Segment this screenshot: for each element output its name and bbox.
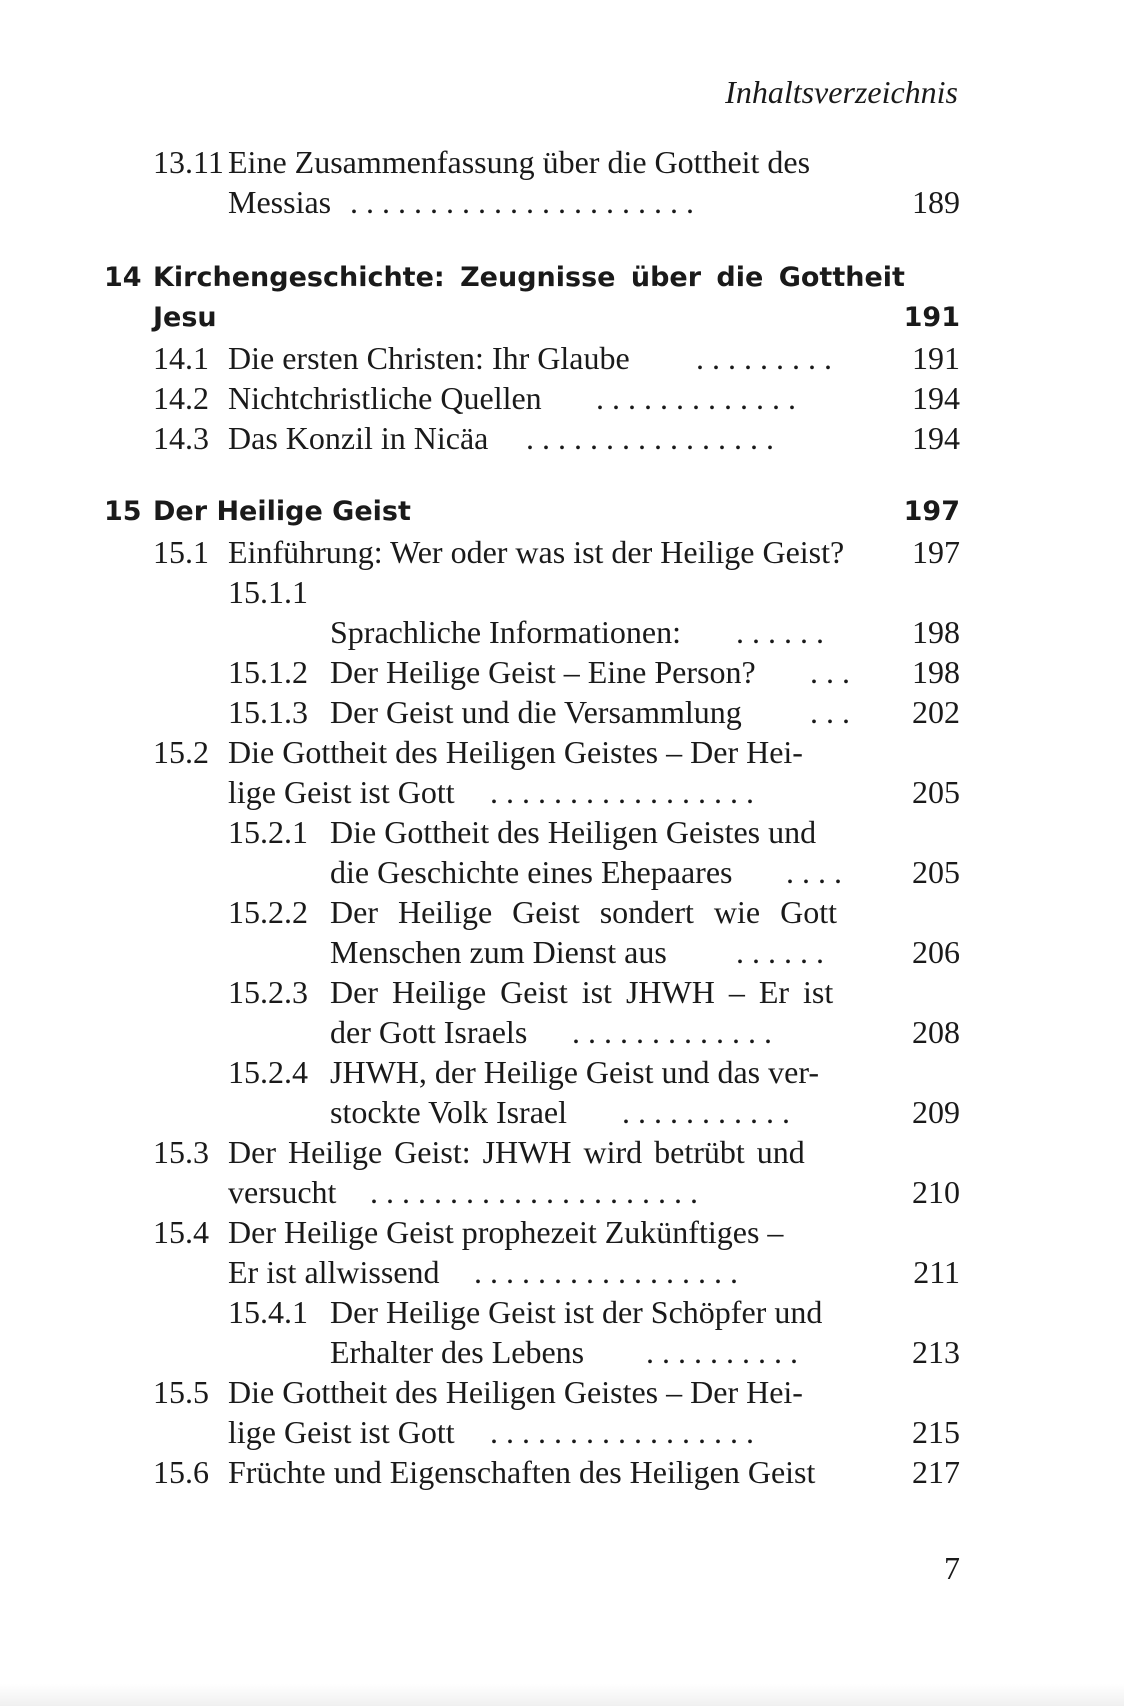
toc-page-15-2: 205 [912,774,960,810]
dot-leader: . . . . . . . . . . . . . . . . . . . . . [370,1174,698,1210]
dot-leader: . . . . . . . . . . . . . . . . . [474,1254,738,1290]
dot-leader: . . . . [786,854,842,890]
toc-title-15-2-4[interactable]: JHWH, der Heilige Geist und das ver- [330,1054,819,1090]
running-header: Inhaltsverzeichnis [725,74,958,110]
toc-page-15-1-1: 198 [912,614,960,650]
toc-title-15-2-4-cont[interactable]: stockte Volk Israel [330,1094,567,1130]
toc-page-15-1: 197 [912,534,960,570]
toc-page-15-6: 217 [912,1454,960,1490]
chapter-page-14: 191 [903,302,960,333]
dot-leader: . . . . . . . . . . . . . . . . . . . . . . [350,184,694,220]
dot-leader: . . . . . . . . . . . . . . . . [526,420,774,456]
toc-title-15-4-1[interactable]: Der Heilige Geist ist der Schöpfer und [330,1294,823,1330]
toc-page-15-3: 210 [912,1174,960,1210]
toc-title-15-4-1-cont[interactable]: Erhalter des Lebens [330,1334,585,1370]
toc-title-13-11[interactable]: Eine Zusammenfassung über die Gottheit des [228,144,811,180]
toc-page-15-1-3: 202 [912,694,960,730]
toc-number-15-2-4: 15.2.4 [228,1054,308,1090]
toc-title-13-11-cont[interactable]: Messias [228,184,332,220]
dot-leader: . . . . . . . . . . . . . . . . . [490,1414,754,1450]
toc-number-15-1-2: 15.1.2 [228,654,308,690]
page-number: 7 [944,1550,960,1586]
dot-leader: . . . . . . [736,934,824,970]
toc-title-15-1[interactable]: Einführung: Wer oder was ist der Heilige Geist? [228,534,845,570]
toc-title-15-2-cont[interactable]: lige Geist ist Gott [228,774,455,810]
dot-leader: . . . . . . . . . . [646,1334,798,1370]
dot-leader: . . . . . . . . . . . [622,1094,790,1130]
toc-title-15-2-3[interactable]: Der Heilige Geist ist JHWH – Er ist [330,974,834,1010]
toc-title-15-5-cont[interactable]: lige Geist ist Gott [228,1414,455,1450]
toc-title-15-3[interactable]: Der Heilige Geist: JHWH wird betrübt und [228,1134,805,1170]
toc-number-15-6: 15.6 [153,1454,209,1490]
chapter-page-15: 197 [903,496,960,527]
toc-number-14-3: 14.3 [153,420,209,456]
toc-title-15-6[interactable]: Früchte und Eigenschaften des Heiligen Geist [228,1454,816,1490]
toc-page-15-4-1: 213 [912,1334,960,1370]
toc-number-15-2: 15.2 [153,734,209,770]
dot-leader: . . . [810,694,850,730]
toc-page-15-2-3: 208 [912,1014,960,1050]
chapter-number-14: 14 [104,262,142,293]
toc-page-15-2-4: 209 [912,1094,960,1130]
chapter-title-14-cont[interactable]: Jesu [153,302,217,333]
toc-title-15-4-cont[interactable]: Er ist allwissend [228,1254,440,1290]
dot-leader: . . . . . . . . . . . . . [572,1014,772,1050]
toc-title-15-2-2-cont[interactable]: Menschen zum Dienst aus [330,934,667,970]
dot-leader: . . . . . . [736,614,824,650]
toc-page-15-2-2: 206 [912,934,960,970]
toc-title-14-1[interactable]: Die ersten Christen: Ihr Glaube [228,340,630,376]
chapter-number-15: 15 [104,496,142,527]
dot-leader: . . . . . . . . . [696,340,832,376]
toc-number-14-1: 14.1 [153,340,209,376]
dot-leader: . . . . . . . . . . . . . . . . . [490,774,754,810]
toc-title-15-1-2[interactable]: Der Heilige Geist – Eine Person? [330,654,756,690]
toc-title-15-2-1[interactable]: Die Gottheit des Heiligen Geistes und [330,814,817,850]
toc-title-14-2[interactable]: Nichtchristliche Quellen [228,380,542,416]
toc-number-15-2-3: 15.2.3 [228,974,308,1010]
toc-number-15-3: 15.3 [153,1134,209,1170]
toc-page-14-1: 191 [912,340,960,376]
dot-leader: . . . [810,654,850,690]
toc-number-14-2: 14.2 [153,380,209,416]
toc-title-15-2-2[interactable]: Der Heilige Geist sondert wie Gott [330,894,837,930]
toc-page-14-2: 194 [912,380,960,416]
toc-number-15-1-1: 15.1.1 [228,574,308,610]
toc-number-15-1-3: 15.1.3 [228,694,308,730]
toc-number-15-1: 15.1 [153,534,209,570]
toc-number-15-4-1: 15.4.1 [228,1294,308,1330]
toc-page-13-11: 189 [912,184,960,220]
toc-number-13-11: 13.11 [153,144,224,180]
toc-title-15-1-3[interactable]: Der Geist und die Versammlung [330,694,742,730]
chapter-title-15[interactable]: Der Heilige Geist [153,496,411,527]
page-bottom-edge [0,1684,1124,1706]
toc-page-15-5: 215 [912,1414,960,1450]
toc-page-15-4: 211 [913,1254,960,1290]
toc-title-15-2-1-cont[interactable]: die Geschichte eines Ehepaares [330,854,733,890]
toc-title-15-5[interactable]: Die Gottheit des Heiligen Geistes – Der Hei- [228,1374,803,1410]
toc-number-15-2-1: 15.2.1 [228,814,308,850]
dot-leader: . . . . . . . . . . . . . [596,380,796,416]
toc-page-14-3: 194 [912,420,960,456]
toc-number-15-4: 15.4 [153,1214,209,1250]
toc-title-15-2-3-cont[interactable]: der Gott Israels [330,1014,528,1050]
toc-title-14-3[interactable]: Das Konzil in Nicäa [228,420,489,456]
chapter-title-14[interactable]: Kirchengeschichte: Zeugnisse über die Gottheit [153,262,905,293]
toc-title-15-2[interactable]: Die Gottheit des Heiligen Geistes – Der Hei- [228,734,803,770]
toc-title-15-3-cont[interactable]: versucht [228,1174,337,1210]
toc-number-15-2-2: 15.2.2 [228,894,308,930]
toc-title-15-4[interactable]: Der Heilige Geist prophezeit Zukünftiges – [228,1214,784,1250]
toc-title-15-1-1[interactable]: Sprachliche Informationen: [330,614,681,650]
toc-page-15-2-1: 205 [912,854,960,890]
toc-number-15-5: 15.5 [153,1374,209,1410]
toc-page-15-1-2: 198 [912,654,960,690]
